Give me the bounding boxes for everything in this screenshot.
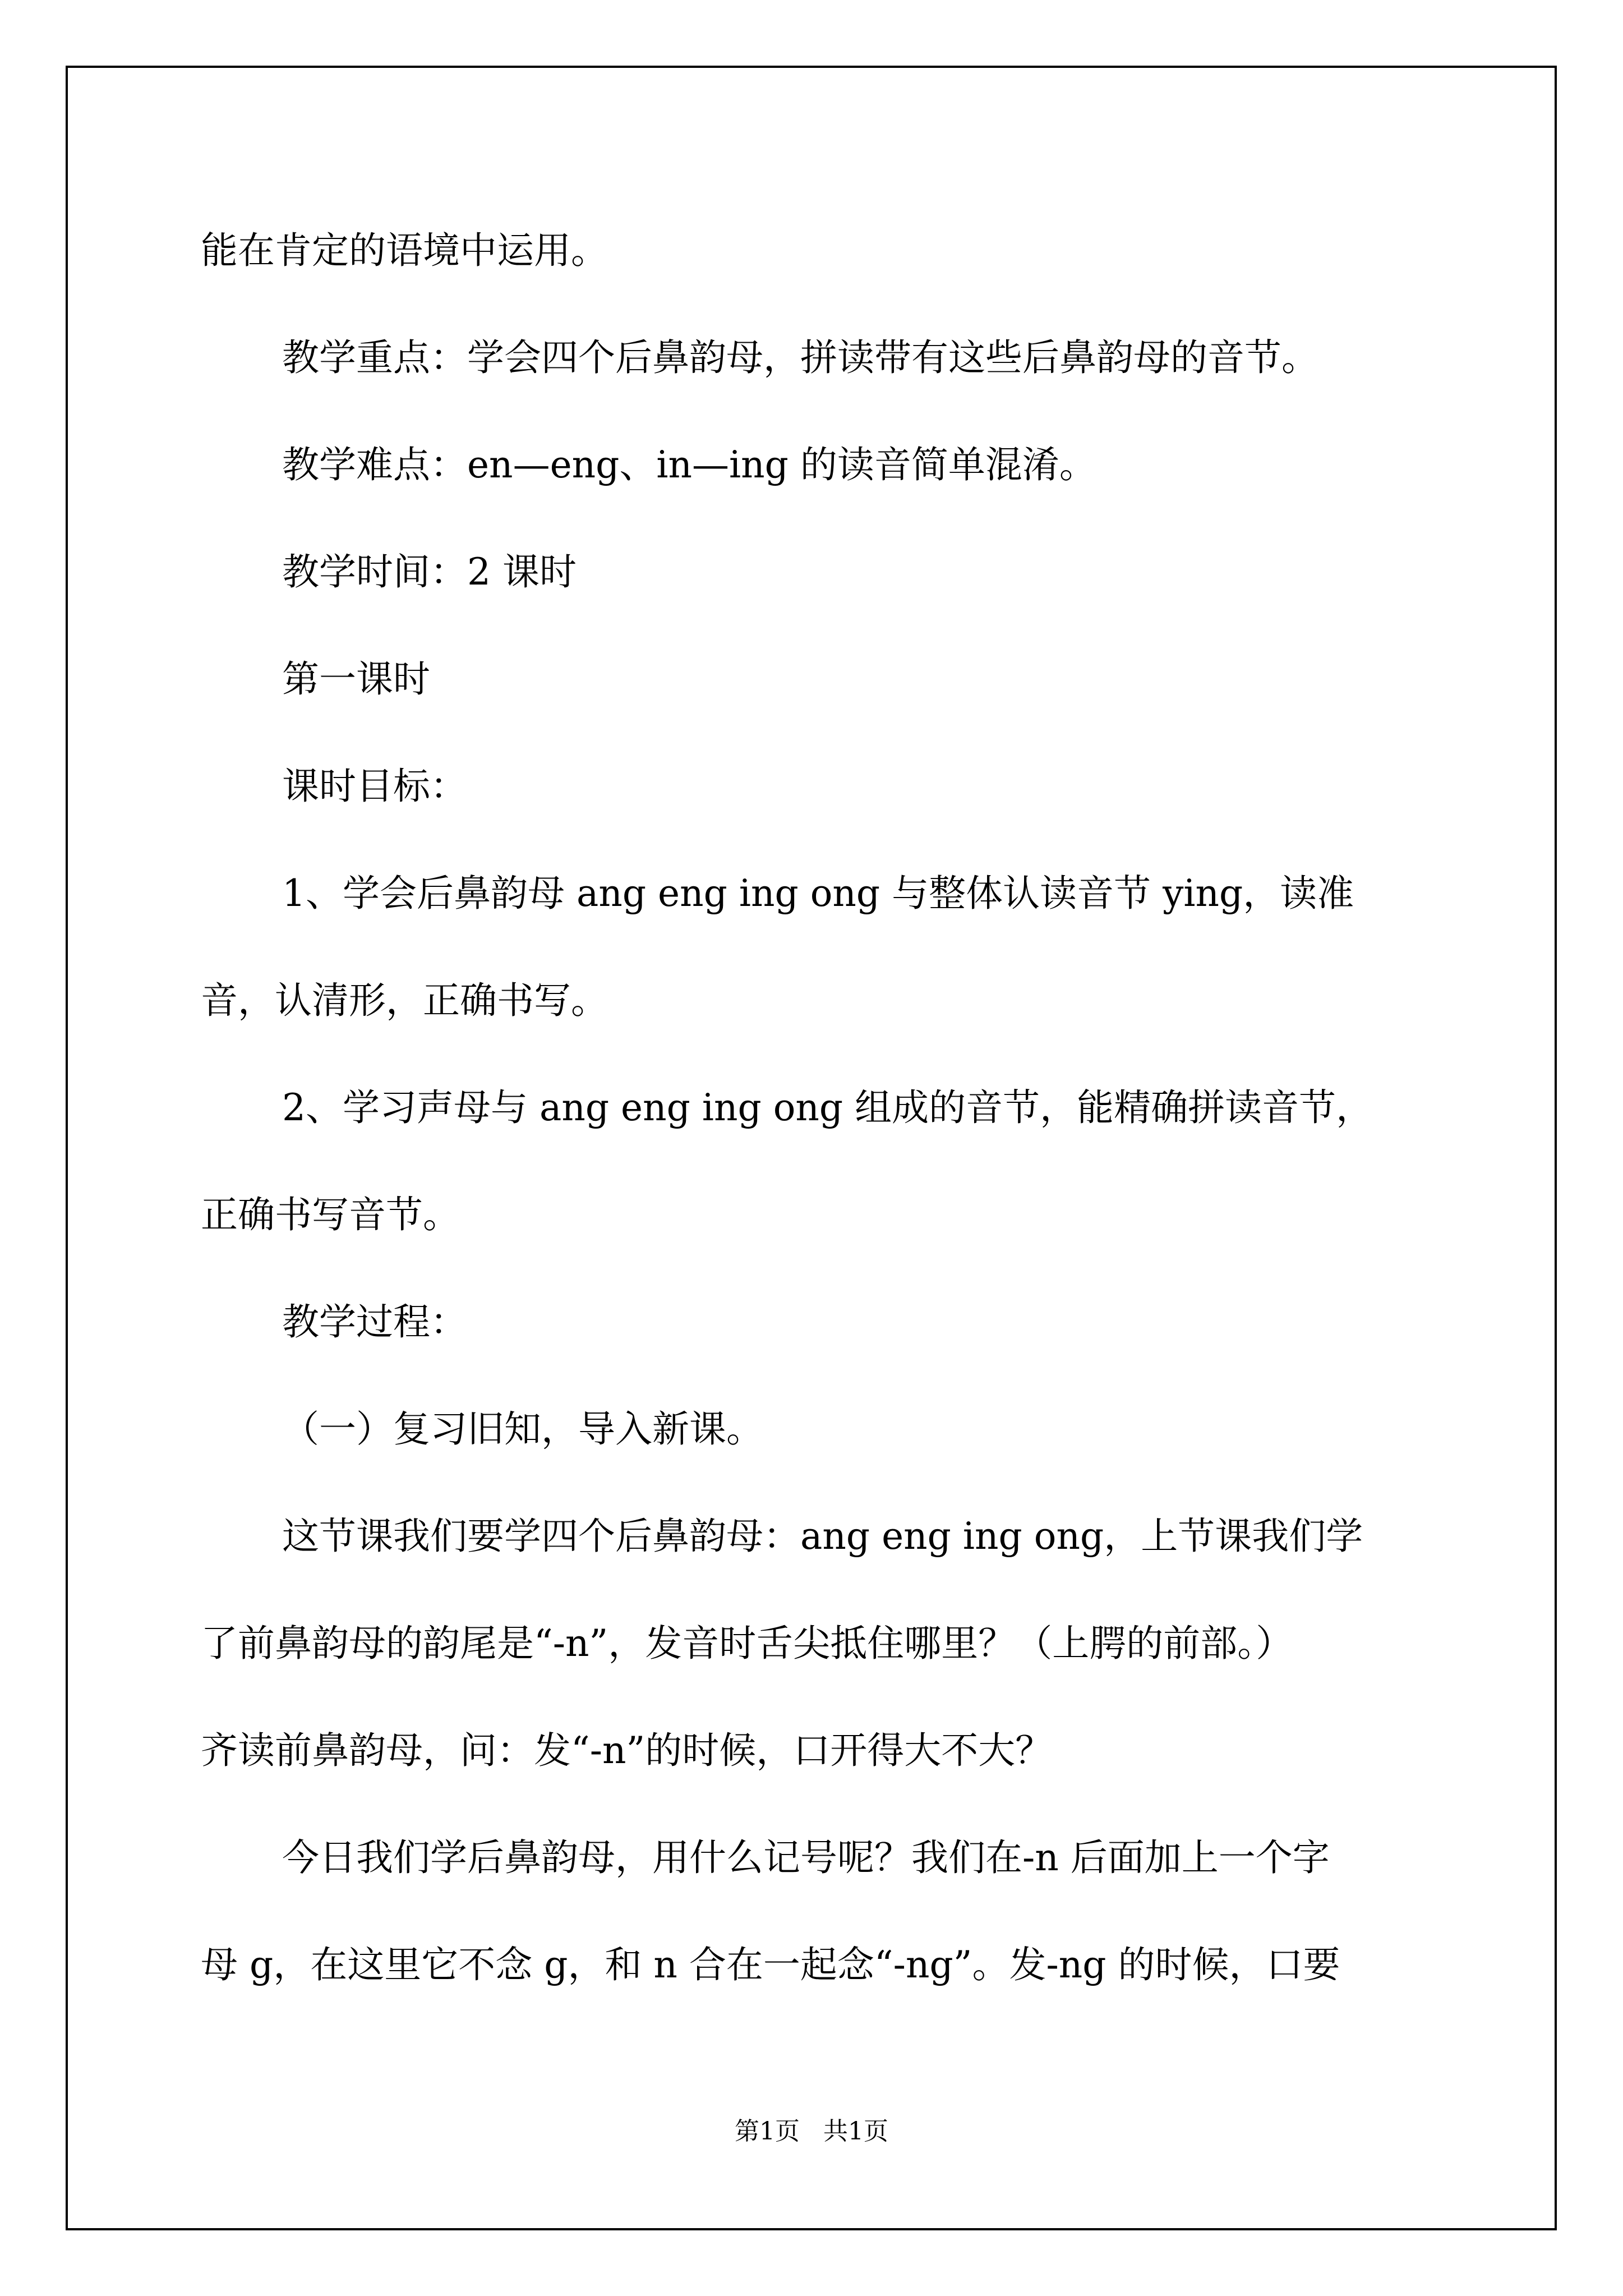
paragraph-line-9: 2、学习声母与 ang eng ing ong 组成的音节，能精确拼读音节， (282, 1086, 1373, 1129)
paragraph-line-10: 正确书写音节。 (201, 1193, 460, 1236)
paragraph-line-8: 音，认清形，正确书写。 (201, 979, 608, 1022)
page-footer: 第1页 共1页 (735, 2117, 888, 2146)
paragraph-line-16: 今日我们学后鼻韵母，用什么记号呢？我们在-n 后面加上一个字 (282, 1836, 1330, 1879)
page-border (66, 66, 1557, 2230)
paragraph-line-13: 这节课我们要学四个后鼻韵母：ang eng ing ong，上节课我们学 (282, 1515, 1363, 1558)
paragraph-line-11: 教学过程： (282, 1300, 467, 1343)
paragraph-line-1: 能在肯定的语境中运用。 (201, 229, 608, 272)
paragraph-line-7: 1、学会后鼻韵母 ang eng ing ong 与整体认读音节 ying，读准 (282, 872, 1354, 915)
paragraph-line-14: 了前鼻韵母的韵尾是“-n”，发音时舌尖抵住哪里？（上腭的前部。） (201, 1622, 1293, 1665)
paragraph-line-15: 齐读前鼻韵母，问：发“-n”的时候，口开得大不大？ (201, 1729, 1053, 1772)
paragraph-line-6: 课时目标： (282, 765, 467, 808)
paragraph-line-4: 教学时间：2 课时 (282, 550, 577, 593)
paragraph-line-5: 第一课时 (282, 657, 430, 701)
paragraph-line-17: 母 g，在这里它不念 g，和 n 合在一起念“-ng”。发-ng 的时候，口要 (201, 1943, 1340, 1986)
paragraph-line-3: 教学难点：en—eng、in—ing 的读音简单混淆。 (282, 443, 1096, 486)
paragraph-line-12: （一）复习旧知，导入新课。 (282, 1407, 763, 1451)
paragraph-line-2: 教学重点：学会四个后鼻韵母，拼读带有这些后鼻韵母的音节。 (282, 336, 1318, 379)
